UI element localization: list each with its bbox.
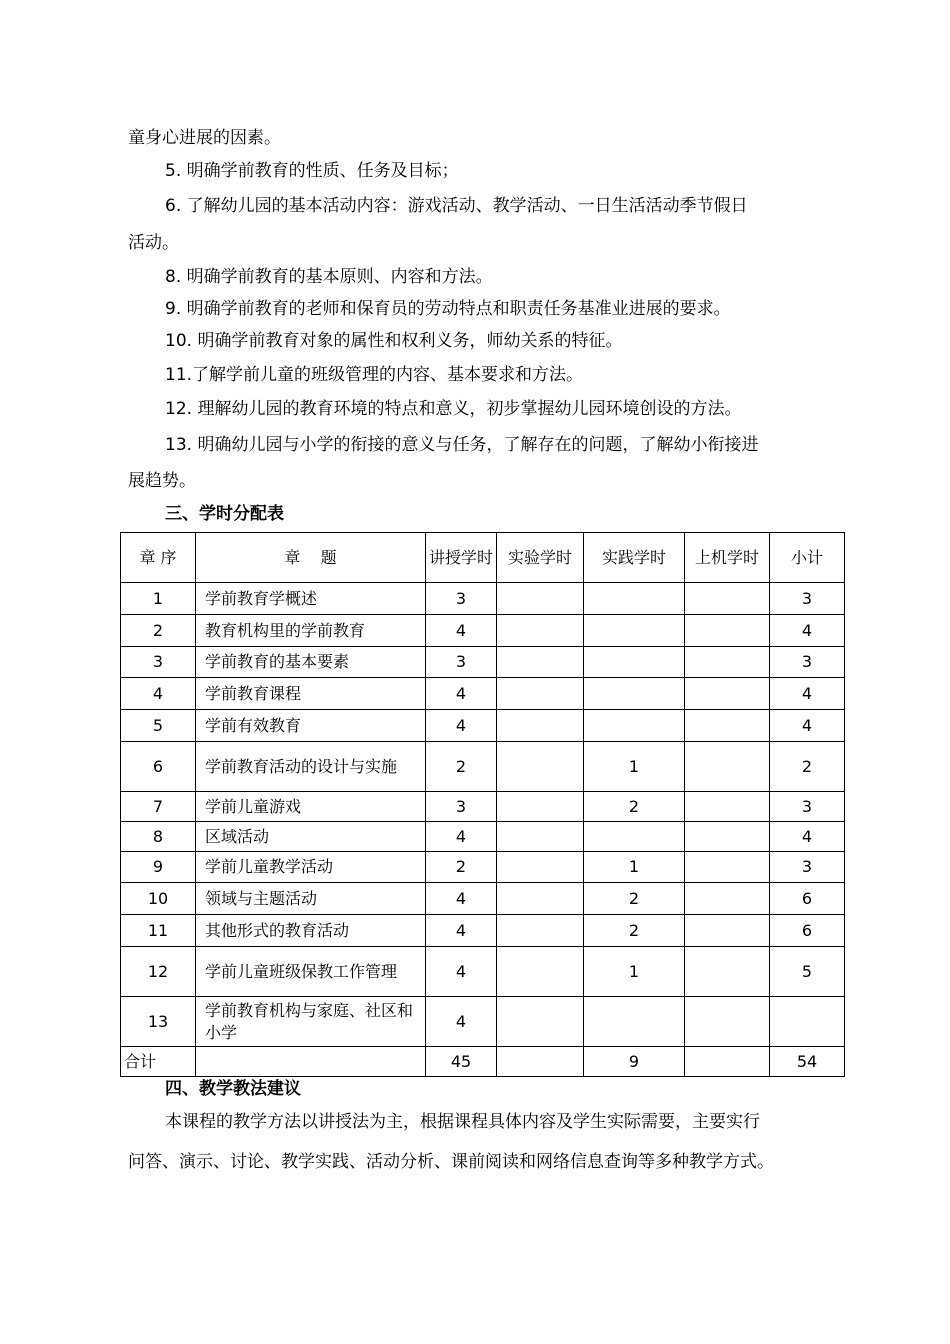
cell-lecture: 4: [426, 615, 497, 647]
cell-computer: [685, 822, 770, 852]
paragraph-line: 童身心进展的因素。: [128, 128, 281, 148]
cell-subtotal: [770, 997, 845, 1047]
cell-lab: [497, 742, 584, 792]
cell-seq: 1: [121, 583, 196, 615]
header-computer: 上机学时: [685, 533, 770, 583]
paragraph-line: 问答、演示、讨论、教学实践、活动分析、课前阅读和网络信息查询等多种教学方式。: [128, 1152, 774, 1172]
paragraph-line: 本课程的教学方法以讲授法为主，根据课程具体内容及学生实际需要，主要实行: [165, 1112, 760, 1132]
cell-lecture: 4: [426, 947, 497, 997]
cell-lab: [497, 822, 584, 852]
cell-seq: 10: [121, 883, 196, 915]
total-practice: 9: [584, 1047, 685, 1077]
table-row: [121, 710, 845, 742]
cell-subtotal: 6: [770, 915, 845, 947]
cell-lab: [497, 883, 584, 915]
cell-computer: [685, 792, 770, 822]
cell-chapter: 教育机构里的学前教育: [196, 615, 426, 647]
cell-subtotal: 3: [770, 792, 845, 822]
cell-lecture: 4: [426, 678, 497, 710]
cell-lab: [497, 792, 584, 822]
table-row: [121, 883, 845, 915]
cell-practice: 1: [584, 742, 685, 792]
cell-computer: [685, 647, 770, 678]
paragraph-line: 11.了解学前儿童的班级管理的内容、基本要求和方法。: [165, 365, 584, 385]
cell-subtotal: 4: [770, 615, 845, 647]
cell-computer: [685, 997, 770, 1047]
cell-subtotal: 3: [770, 647, 845, 678]
table-row: [121, 678, 845, 710]
cell-lab: [497, 852, 584, 883]
header-seq: 章 序: [121, 533, 196, 583]
table-row: [121, 792, 845, 822]
cell-lab: [497, 678, 584, 710]
cell-lecture: 4: [426, 883, 497, 915]
cell-chapter: 其他形式的教育活动: [196, 915, 426, 947]
cell-lab: [497, 615, 584, 647]
cell-lecture: 3: [426, 792, 497, 822]
table-row: [121, 947, 845, 997]
cell-lecture: 4: [426, 822, 497, 852]
cell-chapter: 学前教育的基本要素: [196, 647, 426, 678]
cell-seq: 7: [121, 792, 196, 822]
cell-subtotal: 4: [770, 678, 845, 710]
table-row: [121, 583, 845, 615]
cell-computer: [685, 852, 770, 883]
cell-computer: [685, 710, 770, 742]
cell-lecture: 4: [426, 915, 497, 947]
paragraph-line: 9. 明确学前教育的老师和保育员的劳动特点和职责任务基准业进展的要求。: [165, 299, 731, 319]
cell-practice: [584, 678, 685, 710]
cell-practice: 2: [584, 915, 685, 947]
cell-chapter: 学前教育学概述: [196, 583, 426, 615]
cell-practice: 1: [584, 852, 685, 883]
table-row: [121, 915, 845, 947]
cell-subtotal: 4: [770, 710, 845, 742]
cell-chapter: 学前教育课程: [196, 678, 426, 710]
table-row: [121, 742, 845, 792]
cell-practice: 2: [584, 792, 685, 822]
header-chapter: 章 题: [196, 533, 426, 583]
cell-chapter: 区域活动: [196, 822, 426, 852]
cell-chapter: 学前儿童教学活动: [196, 852, 426, 883]
cell-practice: [584, 647, 685, 678]
cell-seq: 12: [121, 947, 196, 997]
cell-practice: [584, 710, 685, 742]
cell-chapter: 领域与主题活动: [196, 883, 426, 915]
total-subtotal: 54: [770, 1047, 845, 1077]
cell-computer: [685, 742, 770, 792]
table-header-row: [121, 533, 845, 583]
cell-computer: [685, 947, 770, 997]
cell-seq: 2: [121, 615, 196, 647]
total-lab: [497, 1047, 584, 1077]
cell-lecture: 4: [426, 997, 497, 1047]
paragraph-line: 活动。: [128, 233, 179, 253]
cell-lab: [497, 583, 584, 615]
cell-chapter: 学前有效教育: [196, 710, 426, 742]
cell-lecture: 2: [426, 742, 497, 792]
cell-lab: [497, 647, 584, 678]
cell-lecture: 3: [426, 583, 497, 615]
paragraph-line: 12. 理解幼儿园的教育环境的特点和意义，初步掌握幼儿园环境创设的方法。: [165, 399, 742, 419]
hours-table: [120, 532, 845, 1077]
cell-chapter: 学前教育活动的设计与实施: [196, 742, 426, 792]
cell-lecture: 4: [426, 710, 497, 742]
cell-practice: [584, 997, 685, 1047]
cell-subtotal: 5: [770, 947, 845, 997]
cell-practice: [584, 615, 685, 647]
paragraph-line: 13. 明确幼儿园与小学的衔接的意义与任务，了解存在的问题，了解幼小衔接进: [165, 435, 759, 455]
paragraph-line: 6. 了解幼儿园的基本活动内容：游戏活动、教学活动、一日生活活动季节假日: [165, 196, 748, 216]
cell-subtotal: 3: [770, 852, 845, 883]
section-heading-hours: 三、学时分配表: [165, 504, 284, 524]
table-total-row: [121, 1047, 845, 1077]
cell-chapter: 学前儿童游戏: [196, 792, 426, 822]
cell-chapter: 学前儿童班级保教工作管理: [196, 947, 426, 997]
cell-seq: 13: [121, 997, 196, 1047]
table-row: [121, 997, 845, 1047]
cell-lab: [497, 915, 584, 947]
cell-subtotal: 4: [770, 822, 845, 852]
header-lecture: 讲授学时: [426, 533, 497, 583]
cell-lab: [497, 710, 584, 742]
cell-chapter: 学前教育机构与家庭、社区和小学: [196, 997, 426, 1047]
cell-seq: 6: [121, 742, 196, 792]
table-row: [121, 822, 845, 852]
cell-seq: 3: [121, 647, 196, 678]
cell-practice: [584, 822, 685, 852]
cell-computer: [685, 883, 770, 915]
cell-computer: [685, 678, 770, 710]
paragraph-line: 10. 明确学前教育对象的属性和权利义务，师幼关系的特征。: [165, 331, 623, 351]
header-lab: 实验学时: [497, 533, 584, 583]
cell-computer: [685, 915, 770, 947]
total-label: 合计: [121, 1047, 196, 1077]
paragraph-line: 5. 明确学前教育的性质、任务及目标；: [165, 161, 459, 181]
total-computer: [685, 1047, 770, 1077]
section-heading-methods: 四、教学教法建议: [165, 1079, 301, 1099]
cell-seq: 8: [121, 822, 196, 852]
table-row: [121, 615, 845, 647]
cell-subtotal: 3: [770, 583, 845, 615]
table-row: [121, 647, 845, 678]
cell-seq: 9: [121, 852, 196, 883]
table-row: [121, 852, 845, 883]
total-chapter: [196, 1047, 426, 1077]
cell-subtotal: 2: [770, 742, 845, 792]
cell-lab: [497, 997, 584, 1047]
cell-seq: 11: [121, 915, 196, 947]
cell-computer: [685, 583, 770, 615]
cell-seq: 5: [121, 710, 196, 742]
cell-seq: 4: [121, 678, 196, 710]
header-practice: 实践学时: [584, 533, 685, 583]
cell-practice: [584, 583, 685, 615]
cell-practice: 1: [584, 947, 685, 997]
cell-lecture: 2: [426, 852, 497, 883]
cell-lecture: 3: [426, 647, 497, 678]
cell-subtotal: 6: [770, 883, 845, 915]
paragraph-line: 8. 明确学前教育的基本原则、内容和方法。: [165, 267, 493, 287]
paragraph-line: 展趋势。: [128, 471, 196, 491]
header-subtotal: 小计: [770, 533, 845, 583]
cell-practice: 2: [584, 883, 685, 915]
cell-lab: [497, 947, 584, 997]
total-lecture: 45: [426, 1047, 497, 1077]
cell-computer: [685, 615, 770, 647]
